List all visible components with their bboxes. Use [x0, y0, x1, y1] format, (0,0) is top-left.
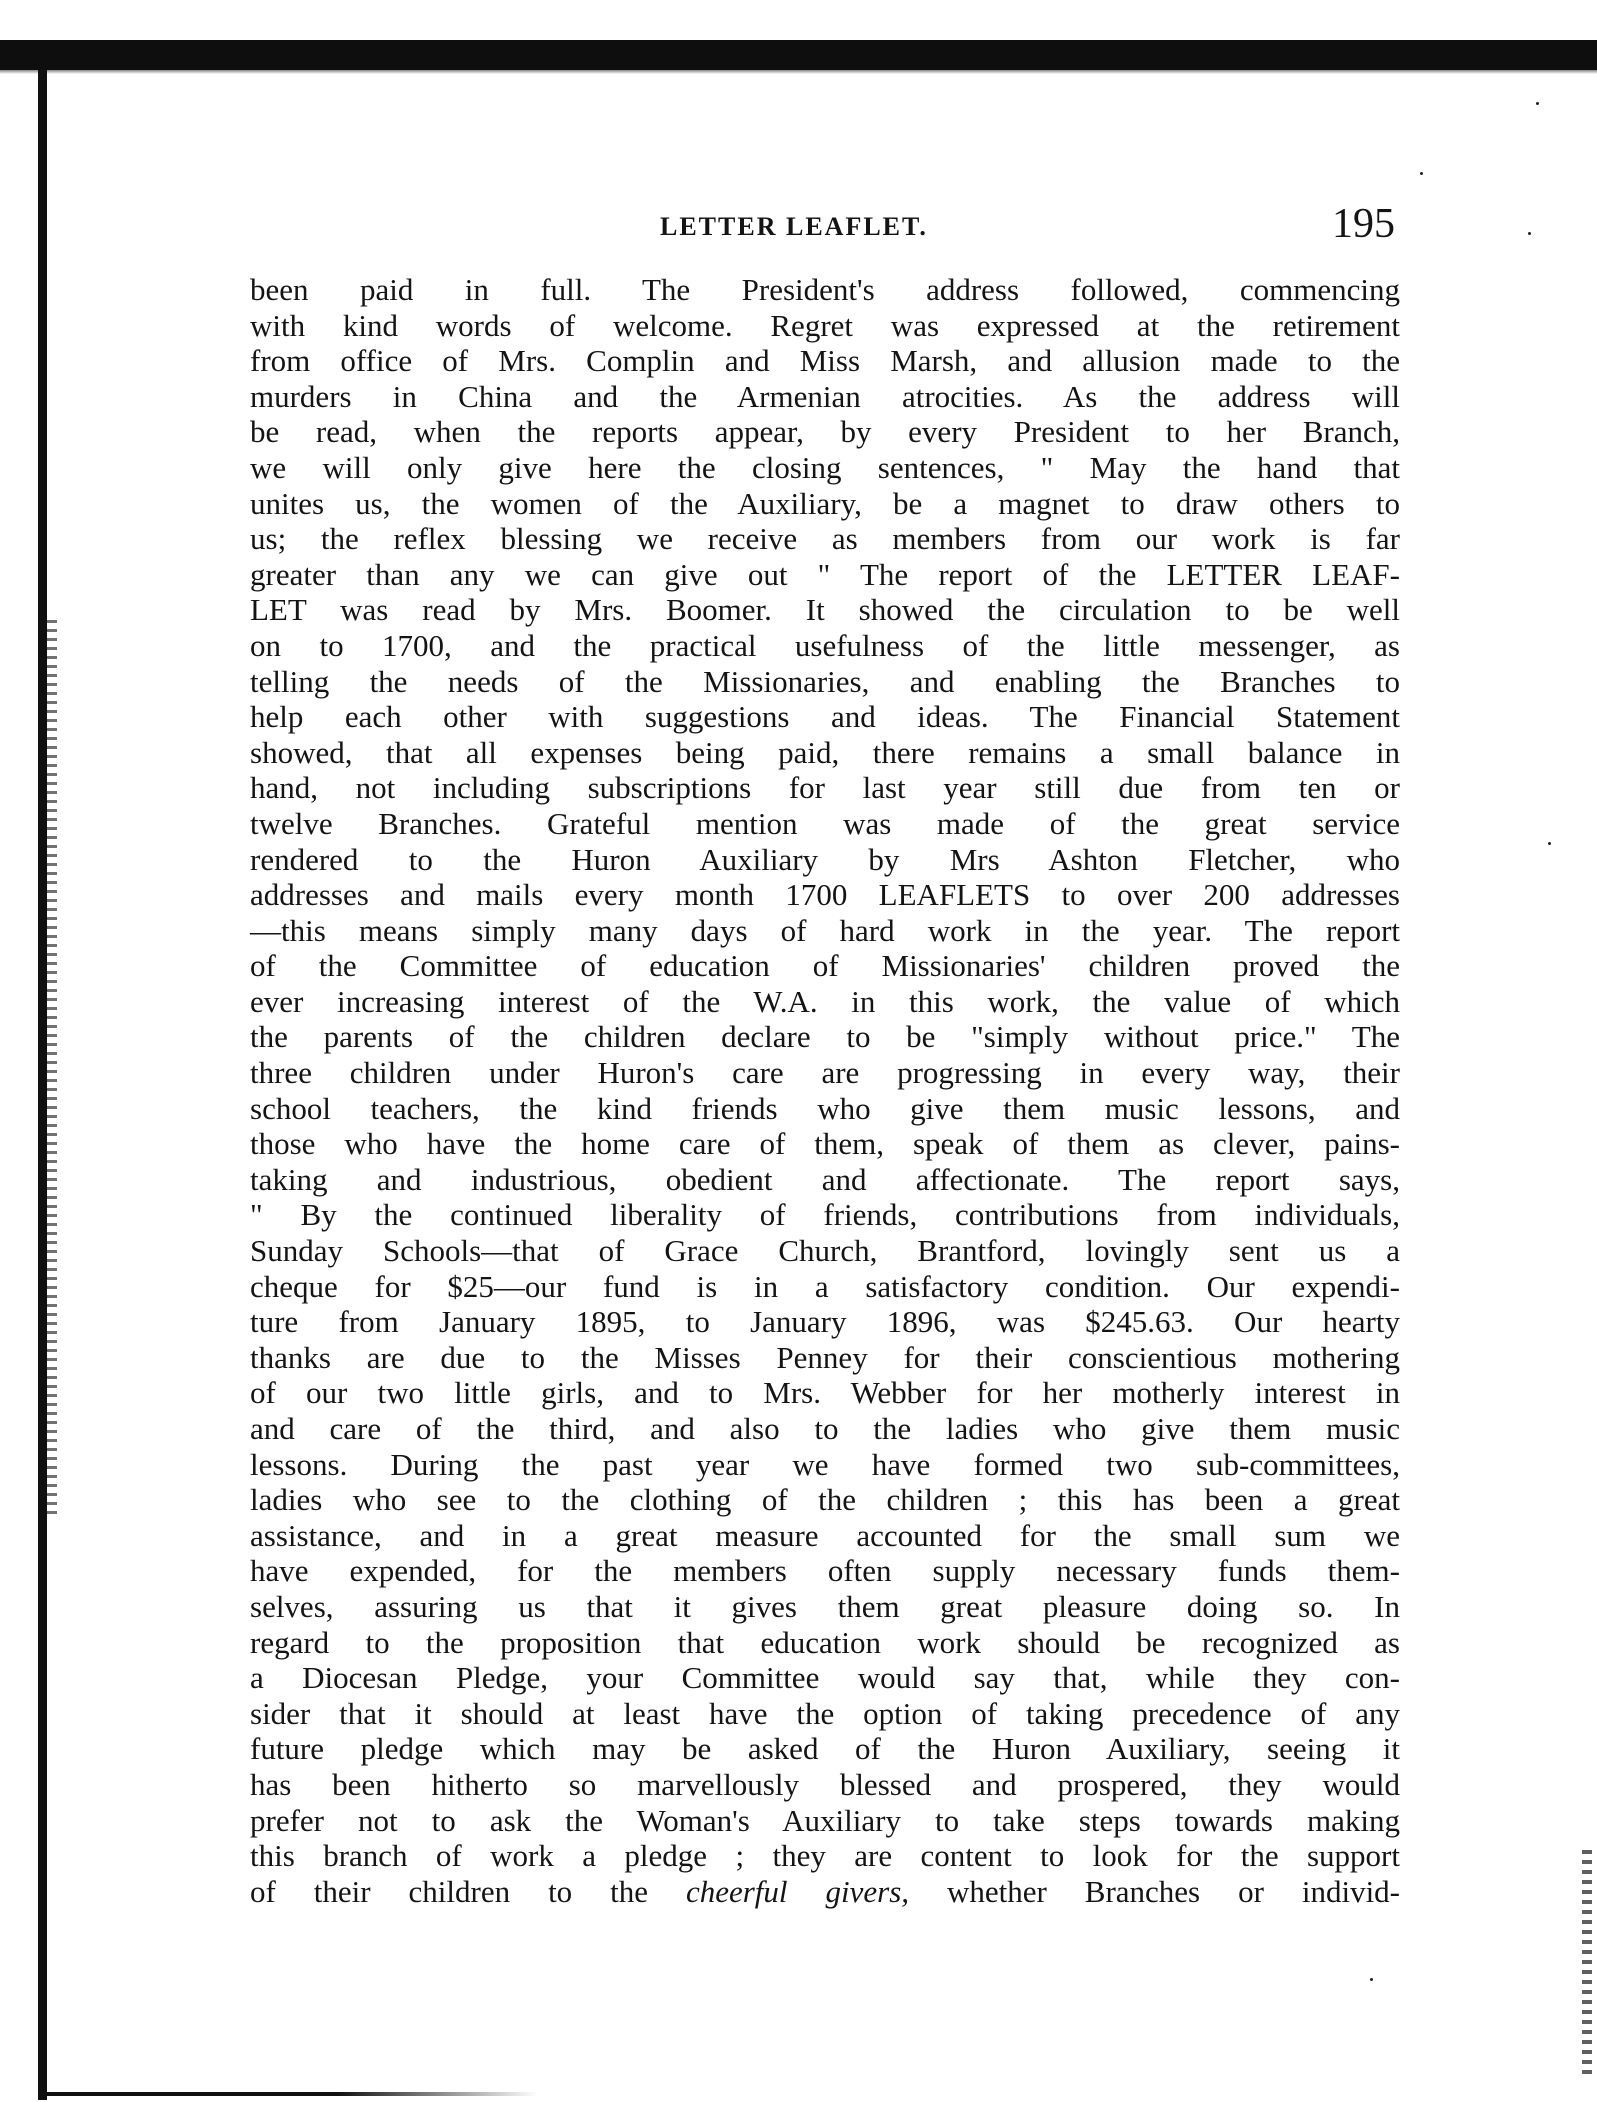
text-line-final: [250, 1874, 1400, 1910]
scan-speck: [1370, 1978, 1373, 1981]
text-line: Sunday Schools—that of Grace Church, Brantford, lovingly sent us a: [250, 1233, 1400, 1269]
text-line: school teachers, the kind friends who give them music lessons, and: [250, 1090, 1400, 1126]
scan-left-border: [38, 70, 47, 2100]
text-line: —this means simply many days of hard work in the year. The report: [250, 912, 1400, 948]
text-line: this branch of work a pledge ; they are content to look for the support: [250, 1838, 1400, 1874]
text-line: three children under Huron's care are progressing in every way, their: [250, 1055, 1400, 1091]
text-line: be read, when the reports appear, by every President to her Branch,: [250, 414, 1400, 450]
text-line: with kind words of welcome. Regret was expressed at the retirement: [250, 307, 1400, 343]
scan-top-border-shadow: [0, 66, 1597, 74]
text-line: selves, assuring us that it gives them great pleasure doing so. In: [250, 1588, 1400, 1624]
italic-phrase: cheerful givers,: [685, 1873, 910, 1909]
text-line: greater than any we can give out " The report of the LETTER LEAF-: [250, 556, 1400, 592]
text-line: a Diocesan Pledge, your Committee would say that, while they con-: [250, 1660, 1400, 1696]
text-line: of our two little girls, and to Mrs. Webber for her motherly interest in: [250, 1375, 1400, 1411]
text-line: unites us, the women of the Auxiliary, be a magnet to draw others to: [250, 485, 1400, 521]
scan-speck: [1536, 102, 1539, 105]
text-line: and care of the third, and also to the ladies who give them music: [250, 1411, 1400, 1446]
text-line: lessons. During the past year we have formed two sub-committees,: [250, 1446, 1400, 1482]
text-line: telling the needs of the Missionaries, and enabling the Branches to: [250, 663, 1400, 699]
text-line: showed, that all expenses being paid, there remains a small balance in: [250, 734, 1400, 770]
final-line-end: whether Branches or individ-: [909, 1873, 1401, 1909]
text-line: the parents of the children declare to be "simply without price." The: [250, 1019, 1400, 1055]
text-line: rendered to the Huron Auxiliary by Mrs Ashton Fletcher, who: [250, 841, 1400, 877]
running-title: LETTER LEAFLET.: [660, 212, 928, 241]
text-line: hand, not including subscriptions for last year still due from ten or: [250, 770, 1400, 806]
text-line: of the Committee of education of Missionaries' children proved the: [250, 948, 1400, 984]
scan-speck: [1420, 172, 1423, 175]
running-head: [250, 200, 1395, 250]
text-line: regard to the proposition that education work should be recognized as: [250, 1624, 1400, 1660]
scan-right-edge-marks: [1582, 1850, 1592, 2080]
text-line: on to 1700, and the practical usefulness of the little messenger, as: [250, 627, 1400, 663]
text-line: we will only give here the closing sentences, " May the hand that: [250, 449, 1400, 485]
text-line: " By the continued liberality of friends, contributions from individuals,: [250, 1197, 1400, 1233]
text-line: us; the reflex blessing we receive as members from our work is far: [250, 521, 1400, 557]
text-line: twelve Branches. Grateful mention was made of the great service: [250, 805, 1400, 841]
text-line: LET was read by Mrs. Boomer. It showed the circulation to be well: [250, 592, 1400, 628]
text-line: has been hitherto so marvellously blessed and prospered, they would: [250, 1766, 1400, 1802]
text-line: those who have the home care of them, speak of them as clever, pains-: [250, 1126, 1400, 1162]
text-line: ladies who see to the clothing of the children ; this has been a great: [250, 1482, 1400, 1518]
scan-speck: [1548, 842, 1551, 845]
text-line: cheque for $25—our fund is in a satisfactory condition. Our expendi-: [250, 1268, 1400, 1304]
text-line: been paid in full. The President's address followed, commencing: [250, 272, 1400, 307]
text-line: taking and industrious, obedient and affectionate. The report says,: [250, 1161, 1400, 1197]
text-line: prefer not to ask the Woman's Auxiliary to take steps towards making: [250, 1802, 1400, 1838]
scan-left-binding-marks: [47, 620, 57, 1520]
text-line: future pledge which may be asked of the Huron Auxiliary, seeing it: [250, 1731, 1400, 1767]
text-line: assistance, and in a great measure accounted for the small sum we: [250, 1517, 1400, 1553]
text-line: from office of Mrs. Complin and Miss Marsh, and allusion made to the: [250, 343, 1400, 379]
body-text: [250, 272, 1400, 1909]
text-line: addresses and mails every month 1700 LEAFLETS to over 200 addresses: [250, 877, 1400, 913]
text-line: murders in China and the Armenian atrocities. As the address will: [250, 378, 1400, 414]
text-line: help each other with suggestions and ideas. The Financial Statement: [250, 699, 1400, 735]
text-line: sider that it should at least have the option of taking precedence of any: [250, 1695, 1400, 1731]
page-number: 195: [1332, 201, 1395, 247]
text-line: have expended, for the members often supply necessary funds them-: [250, 1553, 1400, 1589]
text-line: ever increasing interest of the W.A. in this work, the value of which: [250, 983, 1400, 1019]
scan-speck: [1528, 232, 1531, 235]
text-line: ture from January 1895, to January 1896, was $245.63. Our hearty: [250, 1304, 1400, 1340]
scan-bottom-border: [38, 2092, 538, 2096]
final-line-start: of their children to the: [250, 1873, 686, 1909]
text-line: thanks are due to the Misses Penney for their conscientious mothering: [250, 1339, 1400, 1375]
